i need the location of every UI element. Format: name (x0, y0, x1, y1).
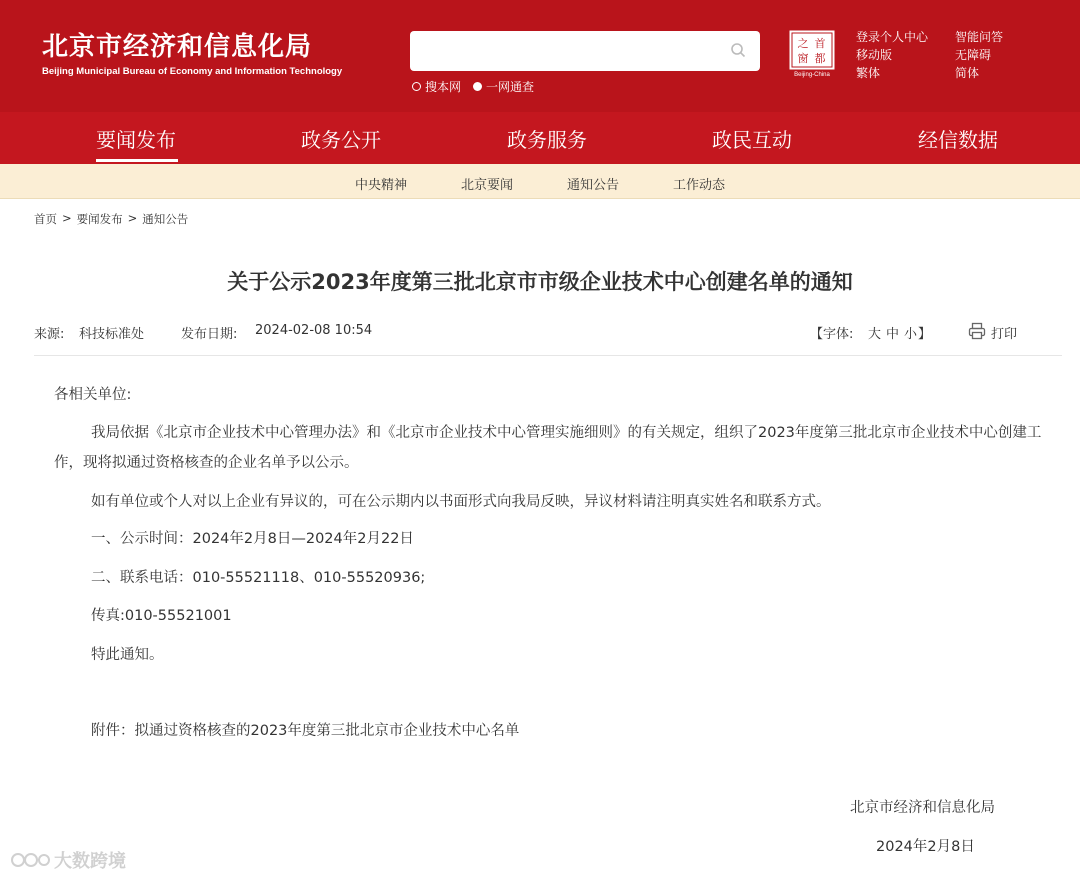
capital-window-logo[interactable] (789, 30, 835, 78)
font-size-end: 】 (918, 327, 932, 342)
top-links-col1 (856, 28, 928, 82)
nav-public-interaction[interactable]: 政民互动 (712, 128, 792, 152)
body-paragraph-2: 如有单位或个人对以上企业有异议的，可在公示期内以书面形式向我局反映，异议材料请注明真实姓名和联系方式。 (91, 494, 831, 510)
site-logo-cn[interactable]: 北京市经济和信息化局 (42, 32, 313, 62)
attachment-link[interactable]: 附件：拟通过资格核查的2023年度第三批北京市企业技术中心名单 (91, 723, 520, 739)
watermark-logo-icon (10, 848, 50, 872)
link-accessibility[interactable]: 无障碍 (955, 48, 992, 62)
salutation: 各相关单位: (54, 387, 132, 403)
breadcrumb-news[interactable]: 要闻发布 (76, 212, 123, 226)
subnav-work-updates[interactable]: 工作动态 (673, 178, 726, 193)
signature-org: 北京市经济和信息化局 (850, 800, 995, 816)
breadcrumb-notices[interactable]: 通知公告 (142, 212, 189, 226)
nav-government-affairs[interactable]: 政务公开 (301, 128, 381, 152)
font-size-large[interactable]: 大 (868, 327, 882, 342)
site-header (0, 0, 1080, 112)
search-scope-all[interactable] (473, 78, 534, 95)
subnav-central-spirit[interactable]: 中央精神 (355, 178, 408, 193)
link-traditional[interactable]: 繁体 (856, 66, 881, 80)
print-button[interactable]: 打印 (991, 327, 1018, 342)
breadcrumb-separator: > (127, 211, 138, 225)
link-mobile[interactable]: 移动版 (856, 48, 893, 62)
nav-economic-data[interactable]: 经信数据 (918, 128, 998, 152)
nav-news-release[interactable]: 要闻发布 (96, 128, 176, 152)
font-size-label: 【字体: (810, 327, 854, 342)
breadcrumb-home[interactable]: 首页 (34, 212, 57, 226)
subnav-notices[interactable]: 通知公告 (567, 178, 620, 193)
top-links-col2 (955, 28, 1003, 82)
breadcrumb-separator: > (62, 211, 72, 225)
capital-logo-char-3: 之 (797, 37, 809, 50)
link-smart-qa[interactable]: 智能问答 (955, 30, 1004, 44)
search-scope-options (412, 78, 534, 95)
nav-active-indicator (96, 159, 178, 162)
capital-logo-caption: Beijing-China (794, 72, 830, 78)
publish-date: 2024-02-08 10:54 (255, 323, 373, 338)
subnav-beijing-news[interactable]: 北京要闻 (461, 178, 514, 193)
print-icon[interactable] (968, 322, 986, 340)
nav-government-services[interactable]: 政务服务 (507, 128, 587, 152)
radio-selected-icon (473, 82, 482, 91)
font-size-medium[interactable]: 中 (886, 327, 900, 342)
font-size-small[interactable]: 小 (904, 327, 918, 342)
source-label: 来源: (34, 327, 65, 342)
breadcrumb (34, 211, 188, 227)
link-login[interactable]: 登录个人中心 (856, 30, 929, 44)
capital-logo-char-4: 窗 (797, 52, 809, 65)
search-icon[interactable] (730, 42, 746, 58)
search-scope-all-label: 一网通查 (486, 80, 535, 94)
sub-nav (0, 164, 1080, 199)
search-scope-site-label: 搜本网 (425, 80, 462, 94)
capital-logo-char-1: 首 (814, 37, 826, 50)
body-paragraph-1: 我局依据《北京市企业技术中心管理办法》和《北京市企业技术中心管理实施细则》的有关规定，组织了2023年度第三批北京市企业技术中心创建工作，现将拟通过资格核查的企业名单予以公示。 (54, 425, 1042, 471)
closing-text: 特此通知。 (91, 647, 164, 663)
meta-divider (34, 355, 1062, 356)
notice-period: 一、公示时间：2024年2月8日—2024年2月22日 (91, 531, 414, 547)
watermark (10, 847, 126, 873)
main-nav (0, 112, 1080, 164)
link-simplified[interactable]: 简体 (955, 66, 980, 80)
fax-number: 传真:010-55521001 (91, 608, 232, 624)
capital-logo-char-2: 都 (814, 52, 826, 65)
radio-icon (412, 82, 421, 91)
search-scope-site[interactable] (412, 78, 461, 95)
source-value: 科技标准处 (79, 327, 145, 342)
watermark-text: 大数跨境 (54, 851, 126, 872)
article-title: 关于公示2023年度第三批北京市市级企业技术中心创建名单的通知 (227, 270, 853, 294)
search-input[interactable] (410, 31, 760, 71)
site-logo-en: Beijing Municipal Bureau of Economy and Information Technology (42, 66, 343, 77)
date-label: 发布日期: (181, 327, 238, 342)
signature-date: 2024年2月8日 (876, 839, 975, 855)
contact-phone: 二、联系电话：010-55521118、010-55520936; (91, 570, 426, 586)
